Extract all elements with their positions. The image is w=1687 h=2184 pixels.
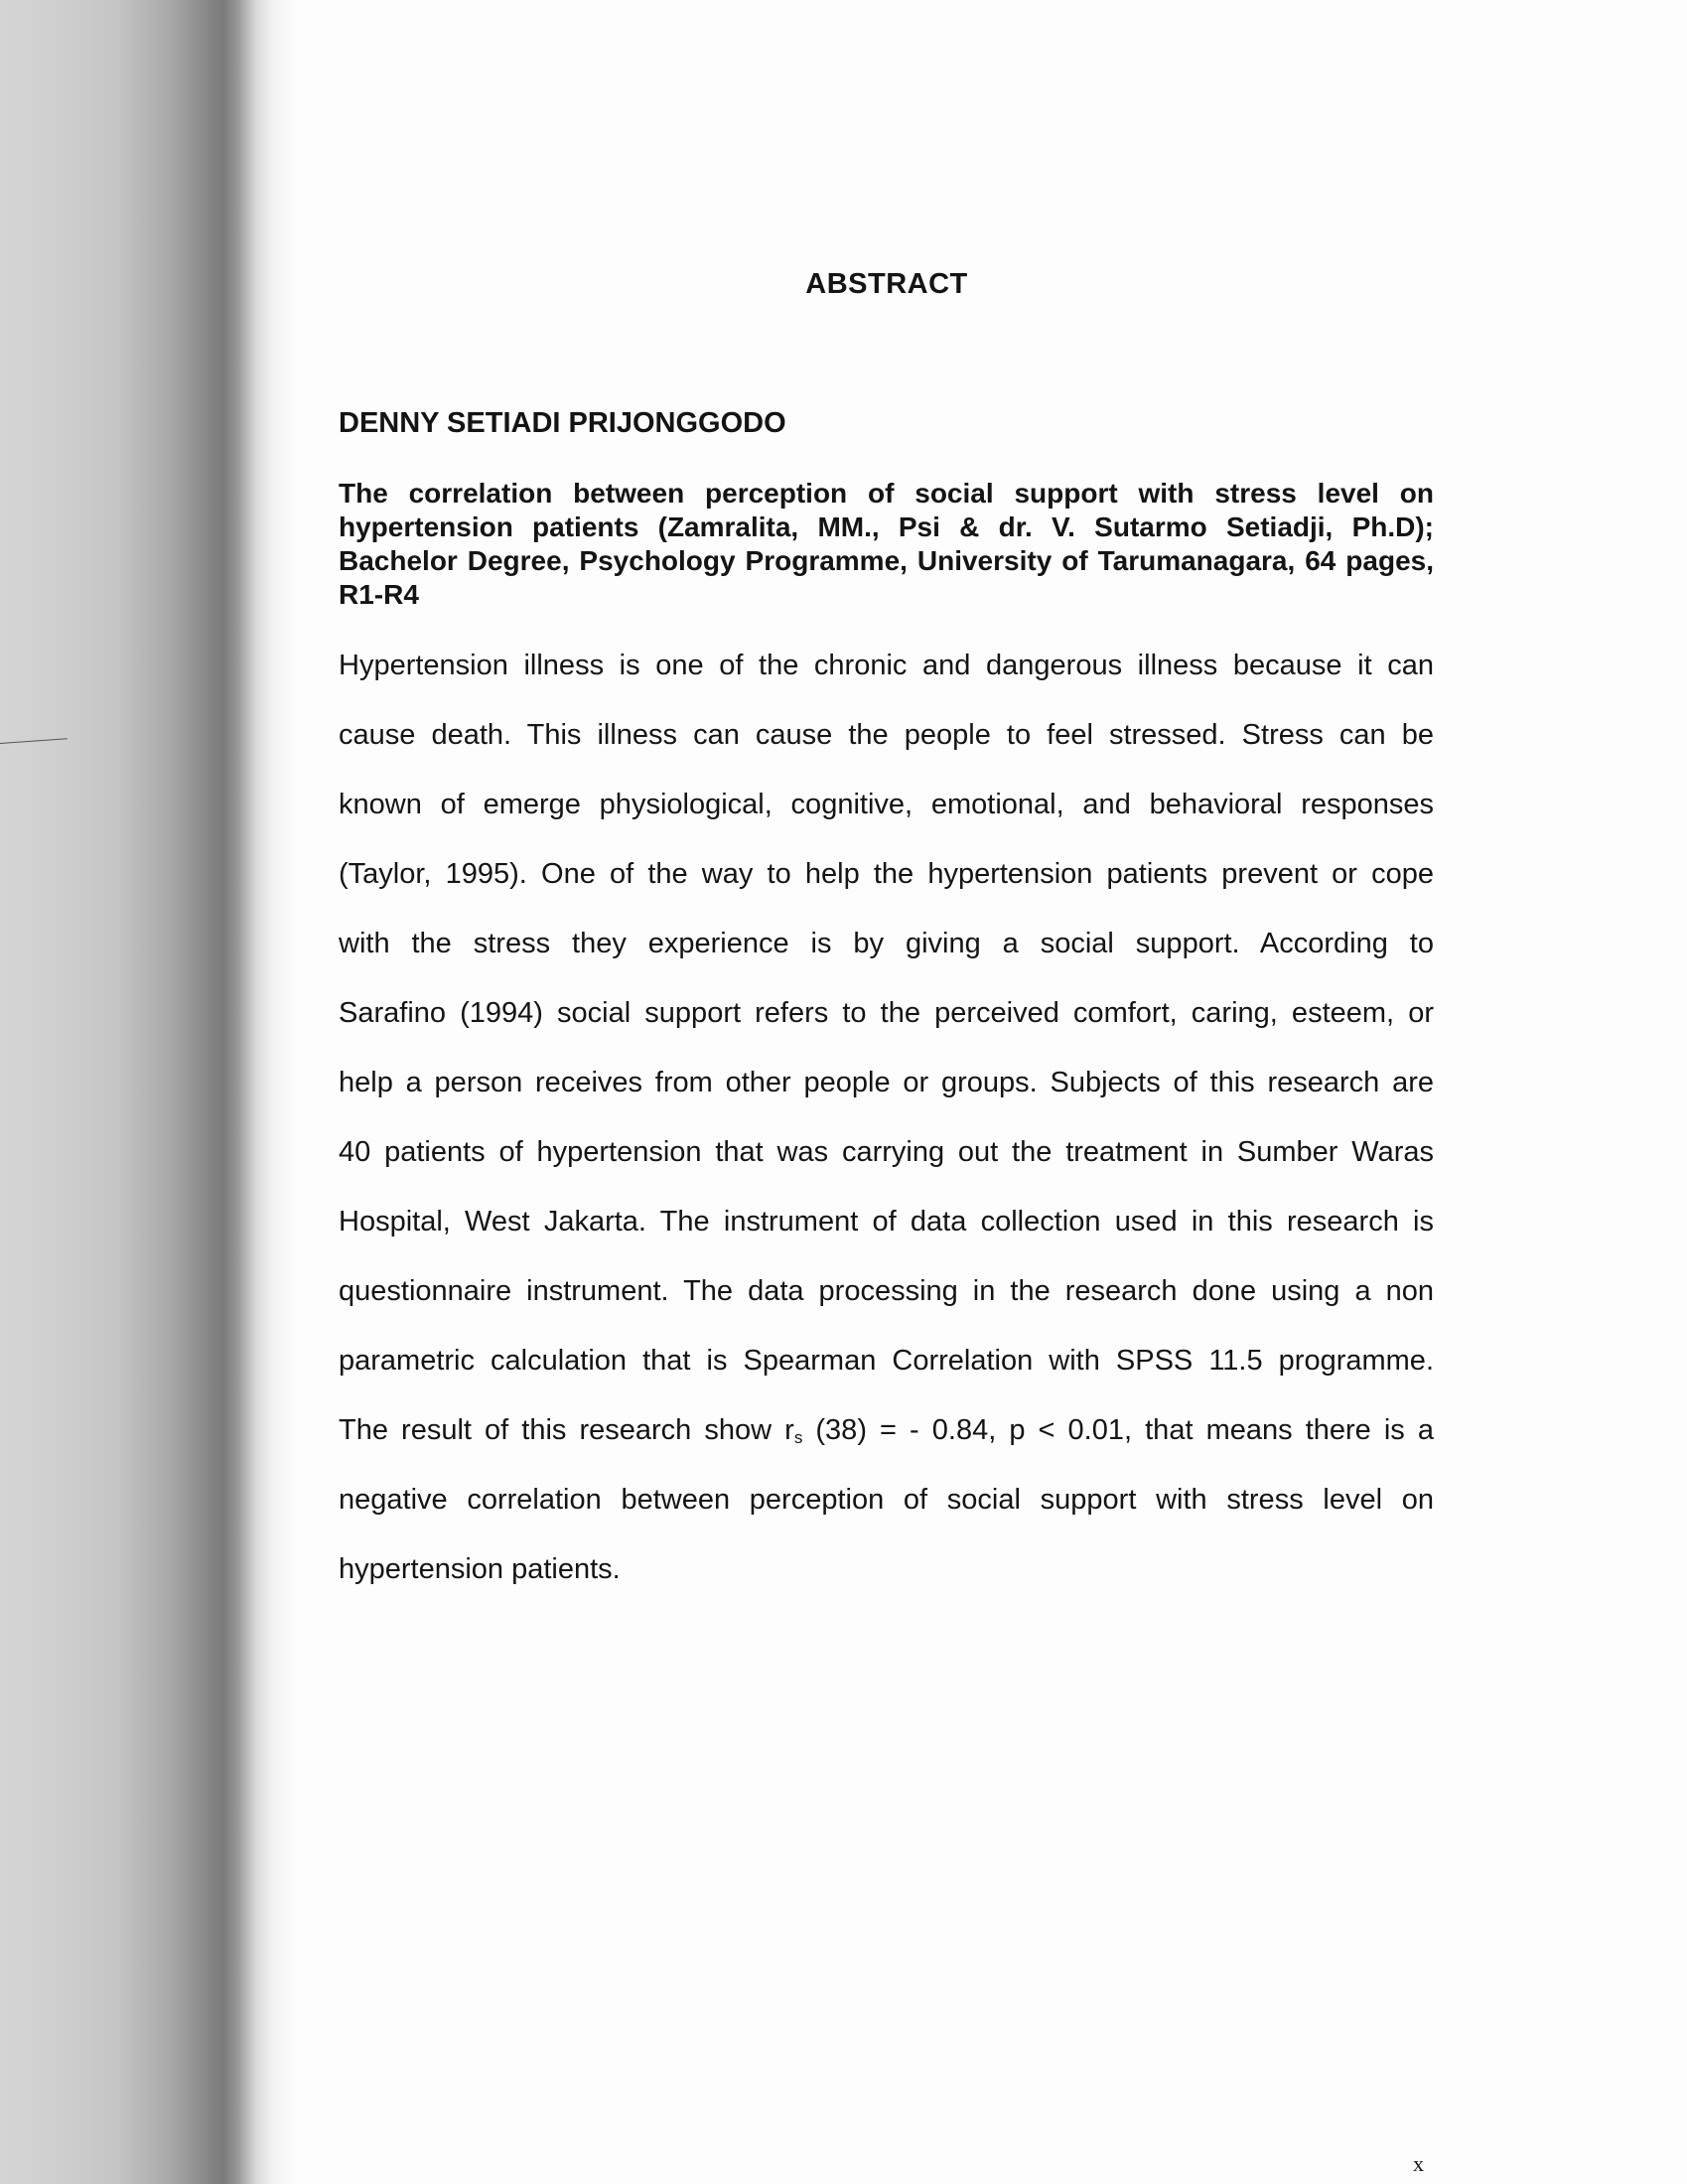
body-line: hypertension patients.	[339, 1553, 621, 1585]
scan-binding-shadow	[0, 0, 298, 2184]
result-prefix: The result of this research show r	[339, 1414, 794, 1446]
body-line: Sarafino (1994) social support refers to the perceived comfort, caring, esteem, or	[339, 997, 1434, 1029]
body-line: 40 patients of hypertension that was carrying out the treatment in Sumber Waras	[339, 1136, 1434, 1168]
body-line: known of emerge physiological, cognitive, emotional, and behavioral responses	[339, 789, 1434, 820]
result-suffix: (38) = - 0.84, p < 0.01, that means there is a	[802, 1414, 1435, 1446]
body-line: cause death. This illness can cause the people to feel stressed. Stress can be	[339, 719, 1434, 751]
body-line: negative correlation between perception of social support with stress level on	[339, 1484, 1434, 1516]
spearman-subscript: s	[793, 1428, 803, 1447]
author-name: DENNY SETIADI PRIJONGGODO	[339, 407, 786, 439]
body-line: with the stress they experience is by giving a social support. According to	[339, 928, 1434, 959]
page-number: x	[1413, 2151, 1424, 2176]
body-line: questionnaire instrument. The data processing in the research done using a non	[339, 1275, 1434, 1307]
thesis-citation: The correlation between perception of social support with stress level on hypertension patients (Zamralita, MM., Psi & dr. V. Sutarmo Setiadji, Ph.D); Bachelor Degree, Psychology Programme, University of Tarumanagara, 64 pages, R1-R4	[339, 478, 1434, 610]
body-line: (Taylor, 1995). One of the way to help the hypertension patients prevent or cope	[339, 858, 1434, 890]
body-line: Hospital, West Jakarta. The instrument of data collection used in this research is	[339, 1206, 1434, 1238]
abstract-heading: ABSTRACT	[805, 268, 968, 300]
body-line: help a person receives from other people or groups. Subjects of this research are	[339, 1067, 1434, 1098]
result-line	[339, 1410, 1434, 1480]
body-line: parametric calculation that is Spearman Correlation with SPSS 11.5 programme.	[339, 1345, 1434, 1377]
body-line: Hypertension illness is one of the chronic and dangerous illness because it can	[339, 650, 1434, 681]
abstract-body	[339, 646, 1434, 1619]
